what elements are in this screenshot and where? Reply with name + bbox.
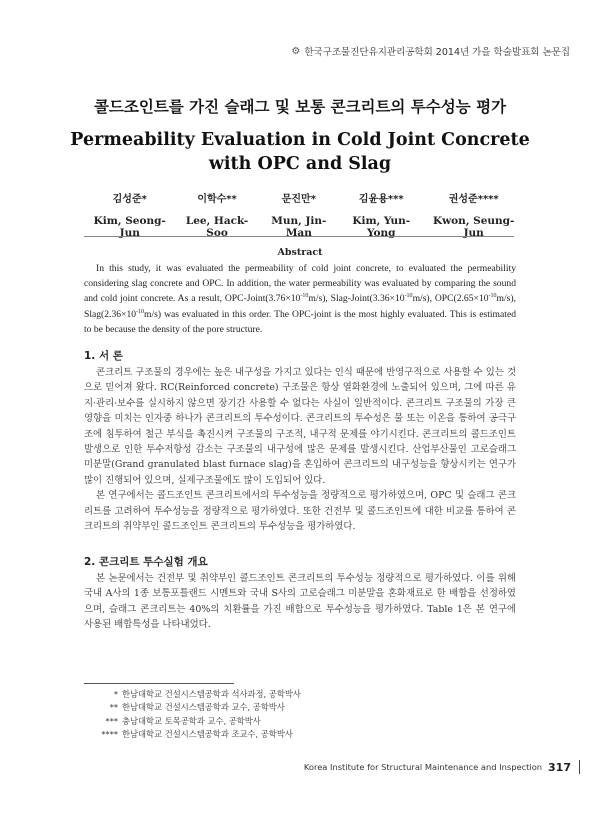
section-1-heading: 1. 서 론 xyxy=(84,350,123,362)
section-2-body xyxy=(84,571,516,633)
abstract-body xyxy=(84,261,516,337)
author-name-en: Mun, Jin-Man xyxy=(271,215,327,239)
author xyxy=(84,190,175,239)
author-name-ko: 김윤용*** xyxy=(358,194,404,205)
author xyxy=(339,190,423,239)
author-name-ko: 이학수** xyxy=(197,194,237,205)
abstract-text: In this study, it was evaluated the permeability of cold joint concrete, to evaluated the permeability considering slag concrete and OPC. In addition, the water permeability was evaluated by comparing the sound and cold joint concrete. As a result, OPC-$Joint(3.76\times 10^{-10}m/s)$, Slag-$Joint(3.36\times 10^{-10}m/s)$, $OPC(2.65\times 10^{-10}m/s)$, $Slag(2.36\times 10^{-10}m/s)$ was evaluated in this order. The OPC-joint is the most highly evaluated. This is estimated to be because the density of the pore structure. xyxy=(84,263,516,335)
abstract-heading: Abstract xyxy=(277,247,323,258)
gear-icon: ⚙ xyxy=(291,45,301,57)
paragraph: 콘크리트 구조물의 경우에는 높은 내구성을 가지고 있다는 인식 때문에 반영구적으로 사용할 수 있는 것으로 믿어져 왔다. RC(Reinforced concrete) 구조물은 항상 열화환경에 노출되어 있으며, 그에 따른 유지·관리·보수를 실시하지 않으면 장기간 사용할 수 없다는 사실이 일반적이다. 콘크리트 구조물의 가장 큰 영향을 미치는 인자중 하나가 콘크리트의 투수성이다. 콘크리트의 투수성은 물 또는 이온을 통하여 공극구조에 침투하여 철근 부식을 촉진시켜 구조물의 구조적, 내구적 문제를 야기시킨다. 콘크리트의 콜드조인트 발생으로 인한 투수저항성 감소는 구조물의 내구성에 많은 문제를 발생시킨다. 산업부산물인 고로슬래그 미분말(Grand granulated blast furnace slag)을 혼입하여 콘크리트의 내구성능을 향상시키는 연구가 많이 진행되어 있으며, 실제구조물에도 많이 도입되어 있다. xyxy=(84,367,516,486)
page-footer xyxy=(300,760,580,774)
footnotes xyxy=(84,688,384,741)
author-divider xyxy=(84,236,514,237)
conference-name: 한국구조물진단유지관리공학회 2014년 가을 학술발표회 논문집 xyxy=(304,47,570,58)
author-name-ko: 김성준* xyxy=(112,194,147,205)
section-2-heading: 2. 콘크리트 투수실험 개요 xyxy=(84,556,208,568)
title-korean: 콜드조인트를 가진 슬래그 및 보통 콘크리트의 투수성능 평가 xyxy=(93,98,507,116)
author-name-en: Kim, Seong-Jun xyxy=(93,215,166,239)
footnote-divider xyxy=(84,683,234,684)
footnote: **** 한남대학교 건설시스템공학과 조교수, 공학박사 xyxy=(101,728,293,739)
footer-bar xyxy=(579,760,580,774)
footnote: * 한남대학교 건설시스템공학과 석사과정, 공학박사 xyxy=(113,689,301,699)
author-list xyxy=(84,190,524,239)
footnote: ** 한남대학교 건설시스템공학과 교수, 공학박사 xyxy=(109,702,285,713)
author-name-en: Kim, Yun-Yong xyxy=(352,215,411,239)
author xyxy=(175,190,258,239)
author-name-en: Kwon, Seung-Jun xyxy=(433,215,515,239)
conference-header xyxy=(291,44,570,58)
page-number: 317 xyxy=(548,760,571,774)
section-1-body xyxy=(84,365,516,534)
paragraph: 본 논문에서는 건전부 및 취약부인 콜드조인트 콘크리트의 투수성능 정량적으로 평가하였다. 이를 위해 국내 A사의 1종 보통포틀랜드 시멘트와 국내 S사의 고로슬래그 미분말을 혼화재료로 한 배합을 선정하였으며, 슬래그 콘크리트는 40%의 치환률을 가진 배합으로 투수성능을 평가하였다. Table 1은 본 연구에 사용된 배합특성을 나타내었다. xyxy=(84,573,516,631)
author-name-en: Lee, Hack-Soo xyxy=(185,215,249,239)
title-english: Permeability Evaluation in Cold Joint Concrete with OPC and Slag xyxy=(70,130,530,174)
author-name-ko: 문진만* xyxy=(281,194,316,205)
author xyxy=(259,190,339,239)
author-name-ko: 권성준**** xyxy=(448,194,499,205)
footnote: *** 충남대학교 토목공학과 교수, 공학박사 xyxy=(105,715,261,726)
author xyxy=(423,190,524,239)
paragraph: 본 연구에서는 콜드조인트 콘크리트에서의 투수성능을 정량적으로 평가하였으며, OPC 및 슬래그 콘크리트를 고려하여 투수성능을 정량적으로 평가하였다. 또한 건전부 및 콜드조인트에 대한 비교를 통하여 콘크리트의 취약부인 콜드조인트 콘크리트의 투수성능을 평가하였다. xyxy=(84,490,516,533)
footer-institute: Korea Institute for Structural Maintenance and Inspection xyxy=(303,762,543,772)
